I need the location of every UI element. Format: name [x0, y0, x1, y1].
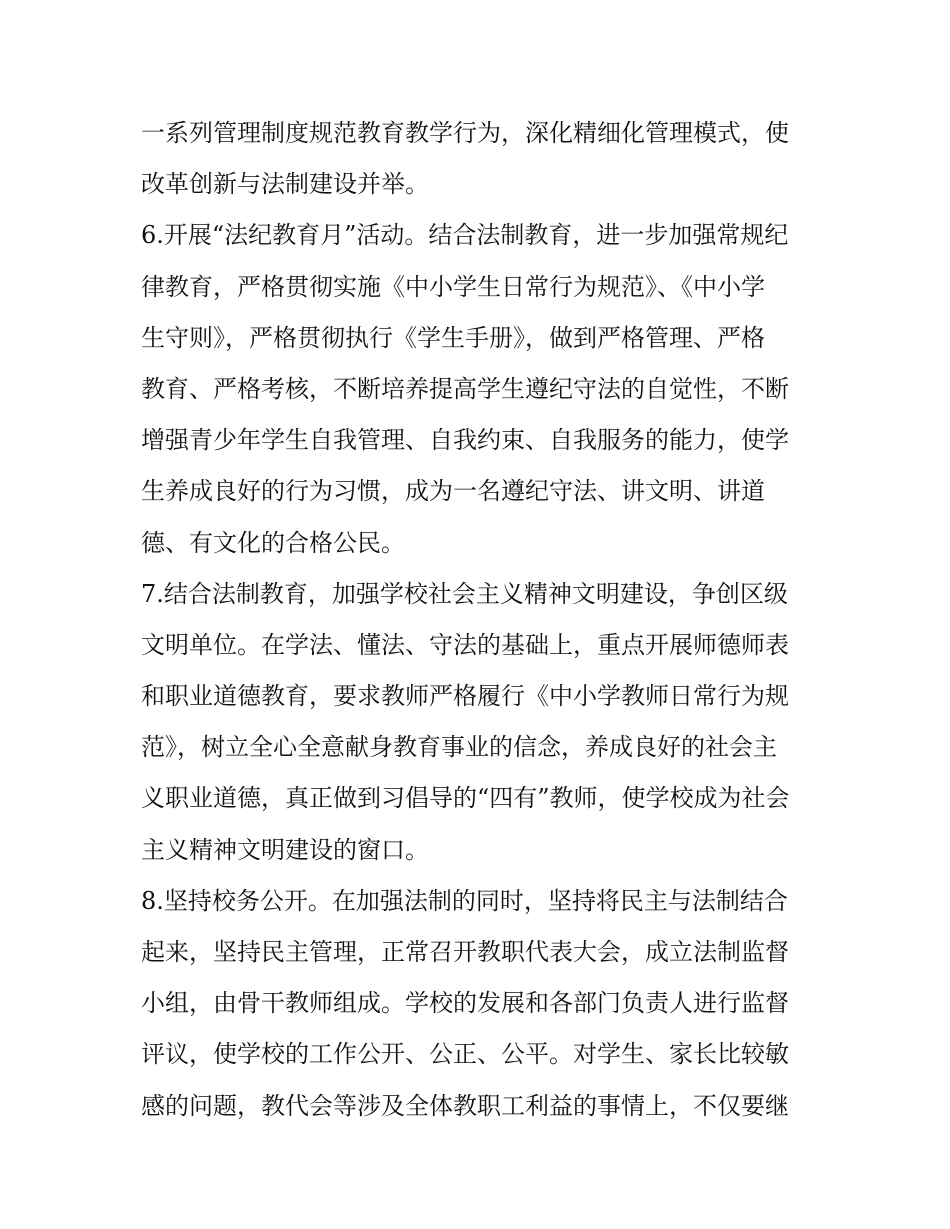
item-6-heading-line: 6.开展“法纪教育月”活动。结合法制教育，进一步加强常规纪	[141, 221, 789, 250]
item-7-heading-line: 7.结合法制教育，加强学校社会主义精神文明建设，争创区级	[141, 579, 788, 608]
text-line: 改革创新与法制建设并举。	[141, 170, 429, 199]
text-line: 起来，坚持民主管理，正常召开教职代表大会，成立法制监督	[141, 938, 789, 966]
text-line: 教育、严格考核，不断培养提高学生遵纪守法的自觉性，不断	[141, 374, 789, 403]
text-line: 生守则》，严格贯彻执行《学生手册》，做到严格管理、严格	[141, 323, 765, 352]
text-line: 感的问题，教代会等涉及全体教职工利益的事情上，不仅要继	[141, 1091, 789, 1120]
text-line: 评议，使学校的工作公开、公正、公平。对学生、家长比较敏	[141, 1040, 789, 1069]
text-line: 范》，树立全心全意献身教育事业的信念，养成良好的社会主	[141, 733, 777, 762]
text-line: 小组，由骨干教师组成。学校的发展和各部门负责人进行监督	[141, 989, 789, 1018]
text-line: 文明单位。在学法、懂法、守法的基础上，重点开展师德师表	[141, 630, 789, 659]
text-line: 增强青少年学生自我管理、自我约束、自我服务的能力，使学	[141, 426, 789, 455]
text-line: 德、有文化的合格公民。	[141, 528, 405, 557]
item-8-heading-line: 8.坚持校务公开。在加强法制的同时，坚持将民主与法制结合	[141, 886, 788, 915]
text-line: 一系列管理制度规范教育教学行为，深化精细化管理模式，使	[141, 119, 789, 147]
body-text	[141, 108, 841, 1132]
text-line: 律教育，严格贯彻实施《中小学生日常行为规范》、《中小学	[141, 272, 765, 301]
text-line: 和职业道德教育，要求教师严格履行《中小学教师日常行为规	[141, 682, 789, 711]
text-line: 生养成良好的行为习惯，成为一名遵纪守法、讲文明、讲道	[141, 477, 765, 506]
text-line: 主义精神文明建设的窗口。	[141, 835, 429, 864]
text-line: 义职业道德，真正做到习倡导的“四有”教师，使学校成为社会	[141, 784, 790, 813]
